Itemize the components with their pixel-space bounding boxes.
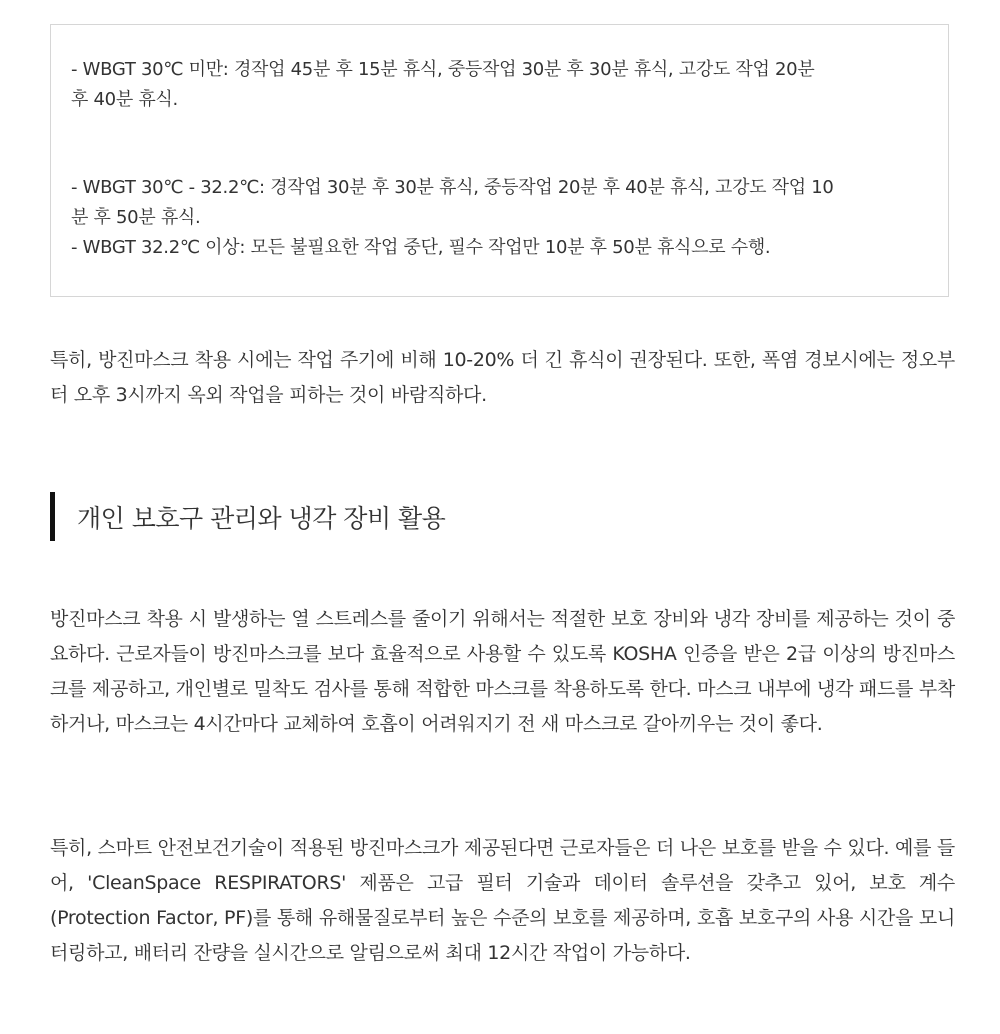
quote-line-3: - WBGT 30℃ - 32.2℃: 경작업 30분 후 30분 휴식, 중등작업 20분 후 40분 휴식, 고강도 작업 10 — [71, 177, 834, 198]
section-heading-text: 개인 보호구 관리와 냉각 장비 활용 — [77, 503, 446, 533]
wbgt-rest-guideline-box — [50, 24, 949, 297]
quote-line-5: - WBGT 32.2℃ 이상: 모든 불필요한 작업 중단, 필수 작업만 10분 후 50분 휴식으로 수행. — [71, 237, 771, 258]
section-heading — [50, 492, 445, 541]
paragraph-mask-rest: 특히, 방진마스크 착용 시에는 작업 주기에 비해 10-20% 더 긴 휴식이 권장된다. 또한, 폭염 경보시에는 정오부터 오후 3시까지 옥외 작업을 피하는 것이 바람직하다. — [50, 349, 955, 406]
paragraph-smart-mask: 특히, 스마트 안전보건기술이 적용된 방진마스크가 제공된다면 근로자들은 더 나은 보호를 받을 수 있다. 예를 들어, 'CleanSpace RESPIRATORS' 제품은 고급 필터 기술과 데이터 솔루션을 갖추고 있어, 보호 계수(Protection Factor, PF)를 통해 유해물질로부터 높은 수준의 보호를 제공하며, 호흡 보호구의 사용 시간을 모니터링하고, 배터리 잔량을 실시간으로 알림으로써 최대 12시간 작업이 가능하다. — [50, 837, 955, 964]
quote-line-1: - WBGT 30℃ 미만: 경작업 45분 후 15분 휴식, 중등작업 30분 후 30분 휴식, 고강도 작업 20분 — [71, 59, 815, 80]
quote-line-2: 후 40분 휴식. — [71, 89, 178, 110]
paragraph-protective-equipment: 방진마스크 착용 시 발생하는 열 스트레스를 줄이기 위해서는 적절한 보호 장비와 냉각 장비를 제공하는 것이 중요하다. 근로자들이 방진마스크를 보다 효율적으로 사용할 수 있도록 KOSHA 인증을 받은 2급 이상의 방진마스크를 제공하고, 개인별로 밀착도 검사를 통해 적합한 마스크를 착용하도록 한다. 마스크 내부에 냉각 패드를 부착하거나, 마스크는 4시간마다 교체하여 호흡이 어려워지기 전 새 마스크로 갈아끼우는 것이 좋다. — [50, 608, 955, 735]
heading-accent-bar — [50, 492, 55, 541]
quote-spacer — [71, 115, 928, 173]
quote-line-4: 분 후 50분 휴식. — [71, 207, 201, 228]
